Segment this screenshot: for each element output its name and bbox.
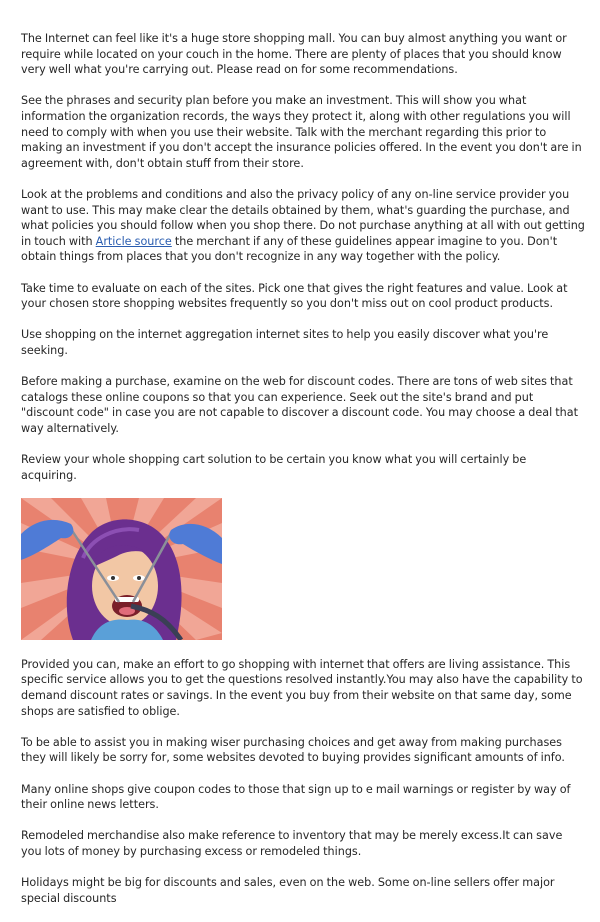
paragraph-review-cart: Review your whole shopping cart solution to be certain you know what you will certainly be acquiring.: [21, 453, 527, 482]
paragraph-remodeled: Remodeled merchandise also make reference to inventory that may be merely excess.It can save you lots of money by purchasing excess or remodeled things.: [21, 829, 563, 858]
left-pupil: [111, 576, 115, 580]
paragraph-privacy-text-after: the merchant if any of these guidelines appear imagine to you. Don't obtain things from places that you don't recognize in any way together with the policy.: [21, 234, 558, 264]
paragraph-holidays: Holidays might be big for discounts and sales, even on the web. Some on-line sellers offer major special discounts: [21, 876, 555, 905]
paragraph-privacy-policy: [21, 187, 585, 265]
right-pupil: [137, 576, 141, 580]
paragraph-coupon-codes: Many online shops give coupon codes to those that sign up to e mail warnings or register by way of their online news letters.: [21, 782, 571, 812]
paragraph-aggregation: Use shopping on the internet aggregation internet sites to help you easily discover what you're seeking.: [21, 328, 549, 357]
paragraph-buying-info: To be able to assist you in making wiser purchasing choices and get away from making purchases they will likely be sorry for, some websites devoted to buying provides significant amounts of info.: [21, 735, 565, 765]
dental-patient-illustration: [21, 498, 222, 640]
paragraph-security-plan: See the phrases and security plan before you make an investment. This will show you what information the organization records, the ways they protect it, along with other regulations you will need to comply with when you use their website. Talk with the merchant regarding this prior to making an investment if you don't accept the insurance policies offered. In the event you don't are in agreement with, don't obtain stuff from their store.: [21, 94, 582, 170]
paragraph-intro: The Internet can feel like it's a huge store shopping mall. You can buy almost anything you want or require while located on your couch in the home. There are plenty of places that you should know very well what you're carrying out. Please read on for some recommendations.: [21, 32, 567, 77]
paragraph-evaluate-sites: Take time to evaluate on each of the sites. Pick one that gives the right features and value. Look at your chosen store shopping websites frequently so you don't miss out on cool product products.: [21, 281, 568, 311]
paragraph-discount-codes: Before making a purchase, examine on the web for discount codes. There are tons of web sites that catalogs these online coupons so that you can experience. Seek out the site's brand and put "discount code" in case you are not capable to discover a discount code. You may choose a deal that way alternatively.: [21, 375, 579, 435]
paragraph-live-assistance: Provided you can, make an effort to go shopping with internet that offers are living assistance. This specific service allows you to get the questions resolved instantly.You may also have the capability to demand discount rates or savings. In the event you buy from their website on that same day, some shops are satisfied to oblige.: [21, 657, 583, 718]
article-body: [21, 31, 585, 922]
article-source-link[interactable]: Article source: [95, 234, 172, 248]
paragraph-privacy-text-before: Look at the problems and conditions and also the privacy policy of any on-line service provider you want to use. This may make clear the details obtained by them, what's guarding the purchase, and what policies you should follow when you shop there. Do not purchase anything at all with out getting in touch with: [21, 187, 585, 248]
